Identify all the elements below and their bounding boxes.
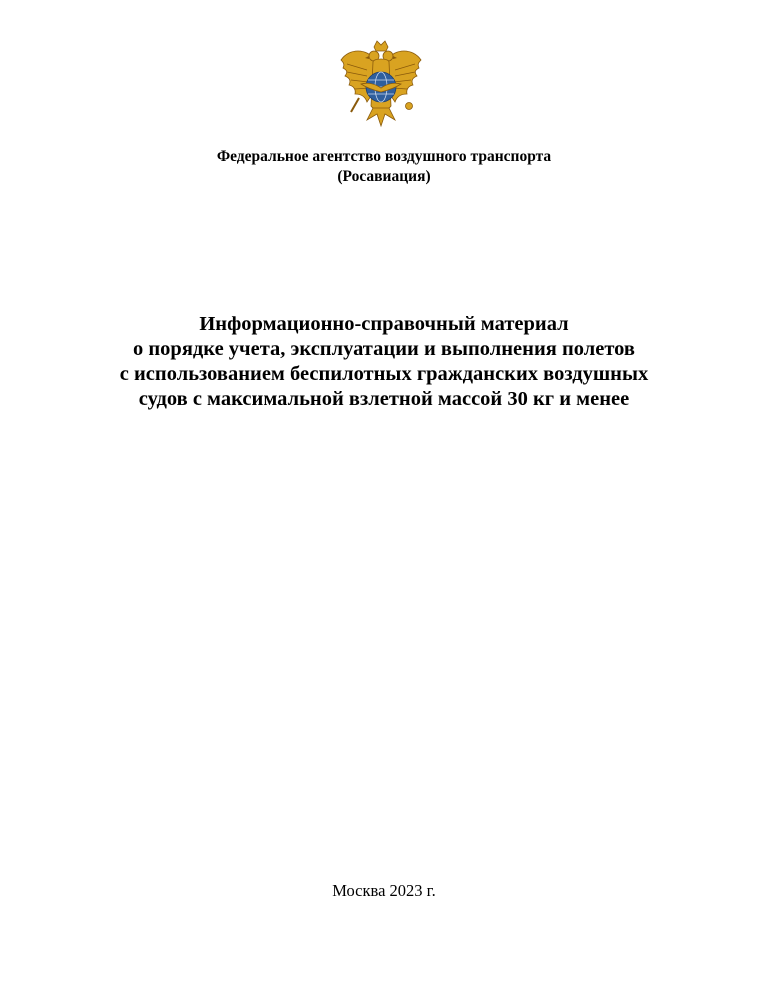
agency-name <box>0 147 768 187</box>
agency-short-name: (Росавиация) <box>337 168 431 185</box>
agency-name-line: Федеральное агентство воздушного транспорта <box>216 148 552 165</box>
title-line-1: Информационно-справочный материал <box>199 313 569 335</box>
place-and-year: Москва 2023 г. <box>332 881 436 900</box>
title-line-2: о порядке учета, эксплуатации и выполнения полетов <box>132 338 635 360</box>
title-line-4: судов с максимальной взлетной массой 30 кг и менее <box>138 388 630 410</box>
document-title <box>0 312 768 412</box>
rosaviatsia-emblem-icon <box>337 40 425 132</box>
title-line-3: с использованием беспилотных гражданских воздушных <box>119 363 649 385</box>
